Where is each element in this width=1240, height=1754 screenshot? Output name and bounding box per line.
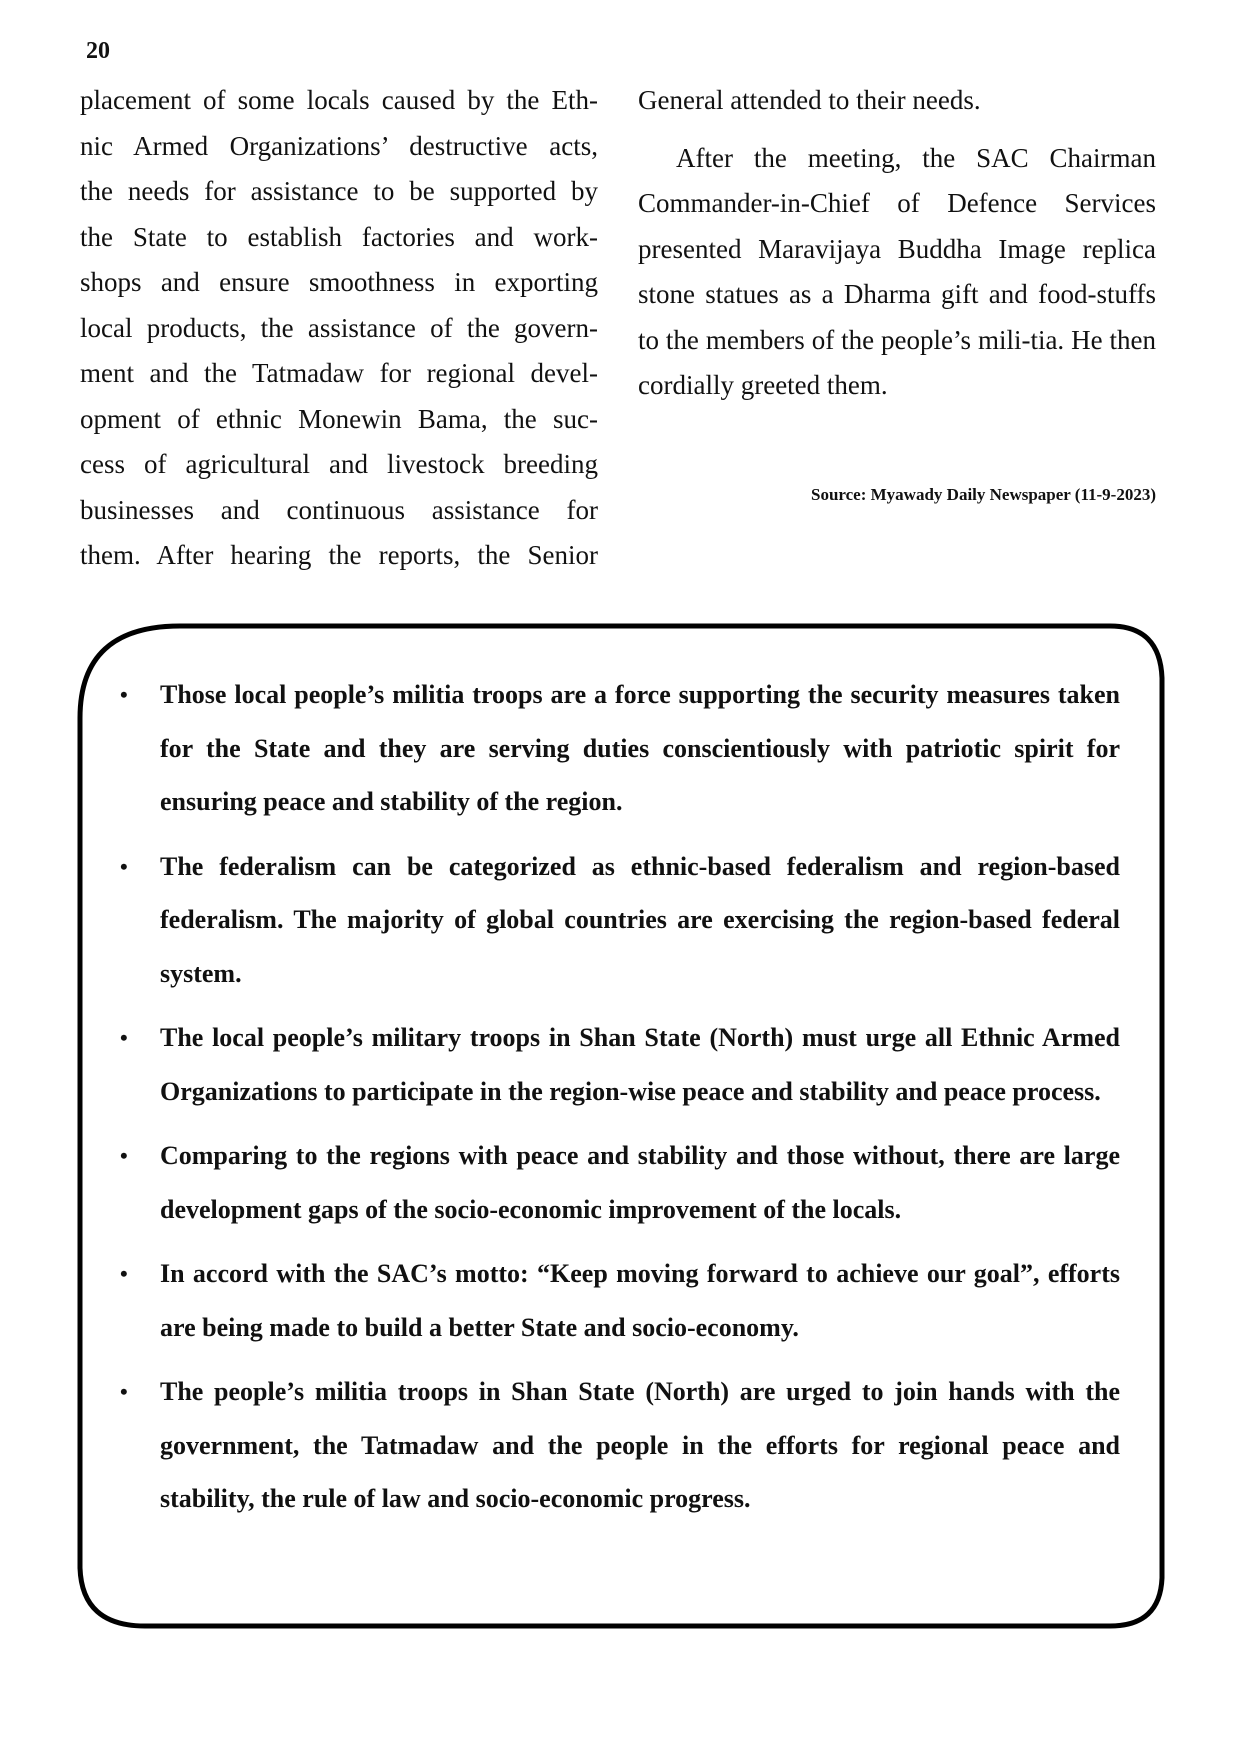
left-column-text: [80, 78, 598, 579]
page-number: 20: [86, 38, 110, 64]
summary-item-text: The local people’s military troops in Shan State (North) must urge all Ethnic Armed Organizations to participate in the region-wise peace and stability and peace process.: [160, 1023, 1120, 1106]
source-citation: Source: Myawady Daily Newspaper (11-9-2023): [810, 485, 1156, 504]
bullet-icon: •: [120, 1379, 128, 1404]
left-column-line: ment and the Tatmadaw for regional devel-: [80, 358, 598, 388]
right-column: [638, 78, 1156, 409]
right-paragraph-1: General attended to their needs.: [638, 85, 981, 115]
summary-item: [120, 1011, 1120, 1118]
summary-item: [120, 668, 1120, 829]
summary-item: [120, 1247, 1120, 1354]
left-column-line: shops and ensure smoothness in exporting: [80, 267, 598, 297]
bullet-icon: •: [120, 1025, 128, 1050]
summary-item-text: Comparing to the regions with peace and stability and those without, there are large development gaps of the socio-economic improvement of the locals.: [160, 1141, 1120, 1224]
left-column-line: businesses and continuous assistance for: [80, 494, 598, 525]
left-column-line: them. After hearing the reports, the Senior: [80, 540, 598, 570]
left-column-line: placement of some locals caused by the Eth-: [80, 85, 598, 115]
left-column-line: the needs for assistance to be supported by: [80, 176, 598, 206]
summary-item-text: The people’s militia troops in Shan State (North) are urged to join hands with the government, the Tatmadaw and the people in the efforts for regional peace and stability, the rule of law and socio-economic progress.: [160, 1377, 1120, 1513]
bullet-icon: •: [120, 1261, 128, 1286]
left-column: [80, 78, 598, 579]
left-column-line: cess of agricultural and livestock breeding: [80, 449, 598, 479]
left-column-line: the State to establish factories and work-: [80, 221, 598, 252]
summary-item: [120, 1129, 1120, 1236]
summary-item: [120, 840, 1120, 1001]
bullet-icon: •: [120, 682, 128, 707]
summary-item-text: The federalism can be categorized as ethnic-based federalism and region-based federalism. The majority of global countries are exercising the region-based federal system.: [160, 851, 1120, 988]
summary-item-text: In accord with the SAC’s motto: “Keep moving forward to achieve our goal”, efforts are being made to build a better State and socio-economy.: [160, 1259, 1120, 1342]
bullet-icon: •: [120, 1143, 128, 1168]
left-column-line: local products, the assistance of the govern-: [80, 312, 598, 343]
left-column-line: opment of ethnic Monewin Bama, the suc-: [80, 403, 598, 434]
summary-list: [120, 668, 1120, 1537]
summary-item: [120, 1365, 1120, 1526]
left-column-line: nic Armed Organizations’ destructive acts,: [80, 130, 598, 161]
bullet-icon: •: [120, 853, 128, 879]
summary-box: [0, 618, 1240, 1638]
summary-item-text: Those local people’s militia troops are a force supporting the security measures taken for the State and they are serving duties conscientiously with patriotic spirit for ensuring peace and stability of the region.: [160, 680, 1120, 816]
right-paragraph-2: After the meeting, the SAC Chairman Commander-in-Chief of Defence Services presented Maravijaya Buddha Image replica stone statues as a Dharma gift and food-stuffs to the members of the people’s mili-tia. He then cordially greeted them.: [638, 142, 1156, 400]
